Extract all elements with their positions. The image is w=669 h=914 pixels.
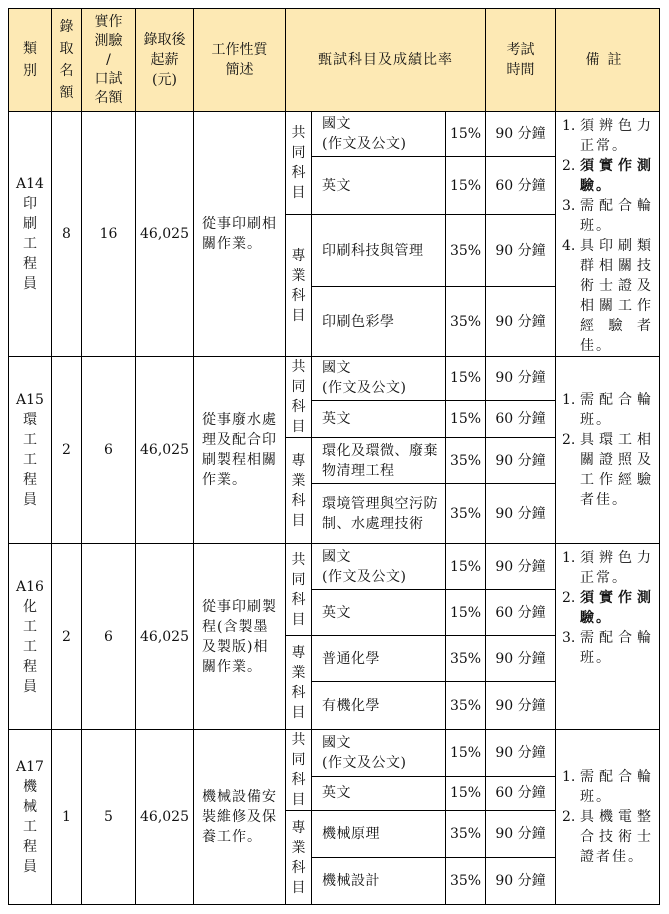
subject-ratio: 35% [446, 438, 486, 484]
category-cell: A16 化 工 工 程 員 [9, 544, 52, 730]
common-subjects-label: 共 同 科 目 [286, 112, 312, 215]
exam-time: 60 分鐘 [486, 157, 556, 215]
subject-ratio: 15% [446, 730, 486, 777]
interview-cell: 5 [82, 730, 136, 905]
subject-ratio: 15% [446, 776, 486, 810]
common-subjects-label: 共 同 科 目 [286, 730, 312, 811]
subject-ratio: 15% [446, 157, 486, 215]
subject-name: 普通化學 [312, 636, 446, 682]
salary-cell: 46,025 [136, 357, 194, 544]
admit-cell: 1 [52, 730, 82, 905]
subject-row [9, 544, 660, 590]
salary-cell: 46,025 [136, 112, 194, 357]
job-description: 從事廢水處理及配合印刷製程相關作業。 [194, 357, 286, 544]
subject-name: 機械原理 [312, 811, 446, 858]
subject-name: 印刷色彩學 [312, 287, 446, 357]
subject-ratio: 35% [446, 636, 486, 682]
subject-row [9, 730, 660, 777]
subject-name: 環境管理與空污防制、水處理技術 [312, 484, 446, 544]
subject-ratio: 35% [446, 484, 486, 544]
exam-time: 90 分鐘 [486, 357, 556, 401]
subject-name: 國文 (作文及公文) [312, 544, 446, 590]
exam-time: 90 分鐘 [486, 484, 556, 544]
subject-ratio: 15% [446, 112, 486, 157]
exam-time: 60 分鐘 [486, 776, 556, 810]
subject-name: 英文 [312, 776, 446, 810]
subject-name: 國文 (作文及公文) [312, 112, 446, 157]
major-subjects-label: 專 業 科 目 [286, 811, 312, 905]
exam-time: 90 分鐘 [486, 730, 556, 777]
interview-cell: 6 [82, 357, 136, 544]
header-admit: 錄 取 名 額 [52, 9, 82, 112]
exam-time: 90 分鐘 [486, 112, 556, 157]
admit-cell: 2 [52, 544, 82, 730]
subject-ratio: 15% [446, 590, 486, 636]
exam-time: 90 分鐘 [486, 544, 556, 590]
subject-ratio: 35% [446, 287, 486, 357]
job-description: 從事印刷相關作業。 [194, 112, 286, 357]
salary-cell: 46,025 [136, 544, 194, 730]
category-cell: A17 機 械 工 程 員 [9, 730, 52, 905]
note-item: 2. 須實作測驗。 [562, 590, 653, 626]
notes-cell [556, 730, 660, 905]
note-item: 2. 具環工相關證照及工作經驗者佳。 [562, 432, 653, 508]
note-item: 1. 須辨色力正常。 [562, 550, 653, 586]
salary-cell: 46,025 [136, 730, 194, 905]
major-subjects-label: 專 業 科 目 [286, 438, 312, 544]
header-category: 類 別 [9, 9, 52, 112]
subject-ratio: 35% [446, 215, 486, 287]
notes-cell [556, 112, 660, 357]
exam-time: 60 分鐘 [486, 400, 556, 437]
note-item: 3. 需配合輪班。 [562, 630, 653, 666]
interview-cell: 16 [82, 112, 136, 357]
header-salary: 錄取後 起薪 (元) [136, 9, 194, 112]
common-subjects-label: 共 同 科 目 [286, 357, 312, 438]
note-item: 2. 具機電整合技術士證者佳。 [562, 809, 653, 865]
notes-cell [556, 544, 660, 730]
subject-row [9, 357, 660, 401]
note-item: 4. 具印刷類群相關技術士證及相關工作經驗者佳。 [562, 238, 653, 354]
exam-time: 90 分鐘 [486, 438, 556, 484]
exam-time: 90 分鐘 [486, 682, 556, 730]
header-interview: 實作 測驗 / 口試 名額 [82, 9, 136, 112]
admit-cell: 8 [52, 112, 82, 357]
exam-time: 90 分鐘 [486, 215, 556, 287]
category-cell: A15 環 工 工 程 員 [9, 357, 52, 544]
subject-name: 國文 (作文及公文) [312, 357, 446, 401]
subject-name: 有機化學 [312, 682, 446, 730]
category-cell: A14 印 刷 工 程 員 [9, 112, 52, 357]
subject-name: 英文 [312, 590, 446, 636]
admit-cell: 2 [52, 357, 82, 544]
exam-time: 90 分鐘 [486, 287, 556, 357]
subject-ratio: 15% [446, 544, 486, 590]
header-row [9, 9, 660, 112]
subject-ratio: 35% [446, 682, 486, 730]
subject-name: 環化及環微、廢棄物清理工程 [312, 438, 446, 484]
subject-name: 英文 [312, 400, 446, 437]
common-subjects-label: 共 同 科 目 [286, 544, 312, 636]
exam-time: 90 分鐘 [486, 811, 556, 858]
subject-name: 印刷科技與管理 [312, 215, 446, 287]
interview-cell: 6 [82, 544, 136, 730]
note-item: 3. 需配合輪班。 [562, 198, 653, 234]
subject-name: 國文 (作文及公文) [312, 730, 446, 777]
subject-name: 英文 [312, 157, 446, 215]
job-description: 機械設備安裝維修及保養工作。 [194, 730, 286, 905]
header-subjects: 甄試科目及成績比率 [286, 9, 486, 112]
note-item: 1. 須辨色力正常。 [562, 118, 653, 154]
notes-cell [556, 357, 660, 544]
major-subjects-label: 專 業 科 目 [286, 215, 312, 357]
subject-ratio: 35% [446, 811, 486, 858]
subject-row [9, 112, 660, 157]
major-subjects-label: 專 業 科 目 [286, 636, 312, 730]
header-job: 工作性質 簡述 [194, 9, 286, 112]
recruitment-table [8, 8, 660, 905]
header-notes: 備註 [556, 9, 660, 112]
job-description: 從事印刷製程(含製墨及製版)相關作業。 [194, 544, 286, 730]
subject-ratio: 15% [446, 400, 486, 437]
note-item: 1. 需配合輪班。 [562, 769, 653, 805]
subject-name: 機械設計 [312, 858, 446, 905]
header-time: 考試 時間 [486, 9, 556, 112]
subject-ratio: 15% [446, 357, 486, 401]
subject-ratio: 35% [446, 858, 486, 905]
exam-time: 60 分鐘 [486, 590, 556, 636]
note-item: 1. 需配合輪班。 [562, 392, 653, 428]
exam-time: 90 分鐘 [486, 636, 556, 682]
note-item: 2. 須實作測驗。 [562, 158, 653, 194]
exam-time: 90 分鐘 [486, 858, 556, 905]
